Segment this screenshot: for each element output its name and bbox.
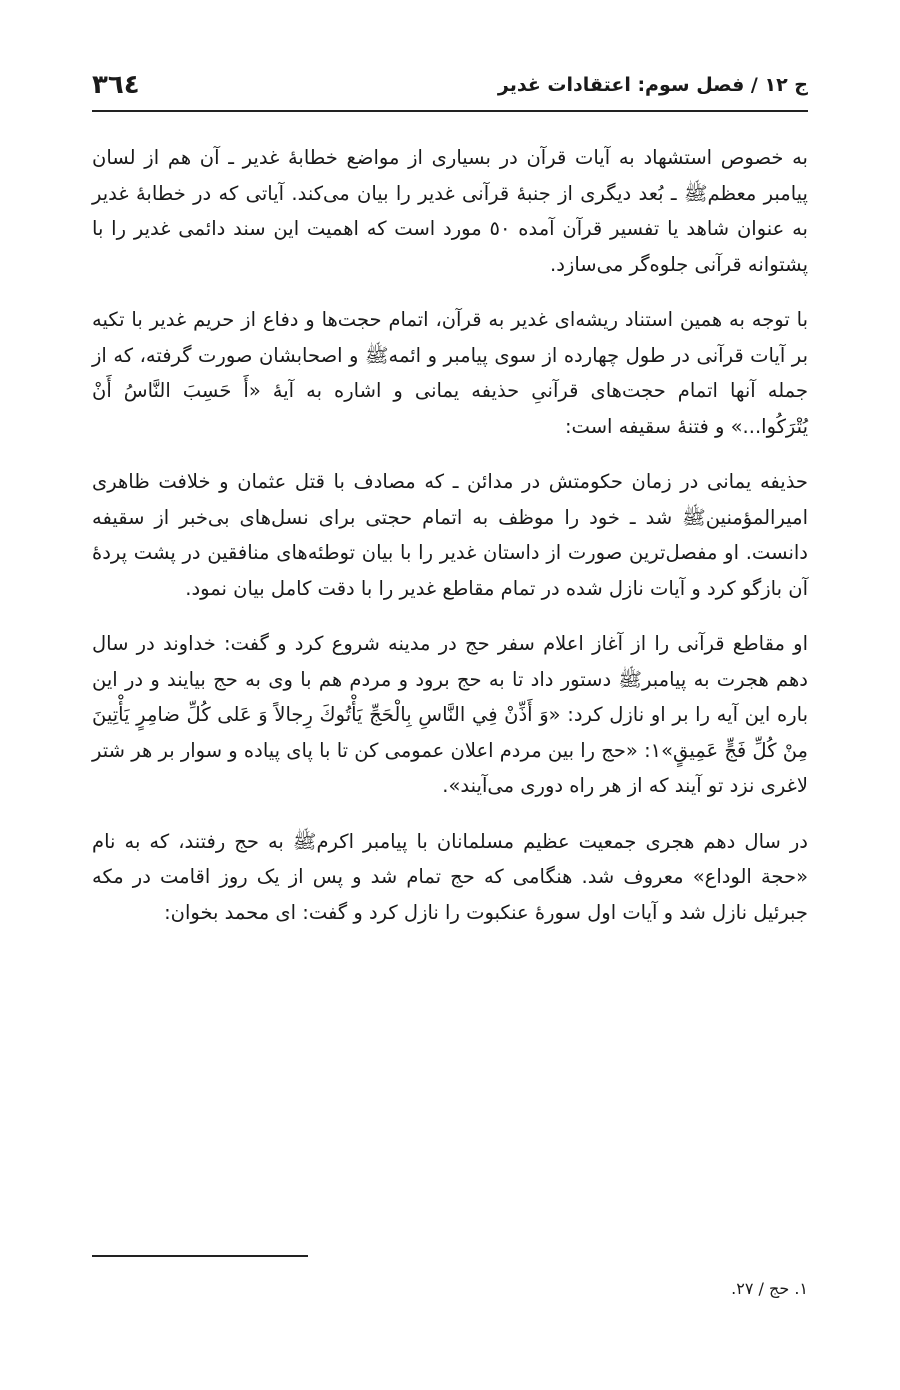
document-page [92, 60, 808, 950]
body-text [92, 140, 808, 930]
running-title: ج ١٢ / فصل سوم: اعتقادات غدير [497, 74, 808, 96]
paragraph: با توجه به همين استناد ريشه‌اى غدير به قرآن، اتمام حجت‌ها و دفاع از حريم غدير با تكيه بر آيات قرآنى در طول چهارده از سوى پيامبر و ائمهﷺ و اصحابشان صورت گرفته، كه از جمله آنها اتمام حجت‌هاى قرآنىِ حذيفه يمانى و اشاره به آيۀ «أَ حَسِبَ النَّاسُ أَنْ يُتْرَكُوا...» و فتنۀ سقيفه است: [92, 308, 808, 438]
page-header [92, 60, 808, 112]
paragraph: او مقاطع قرآنى را از آغاز اعلام سفر حج در مدينه شروع كرد و گفت: خداوند در سال دهم هجرت به پيامبرﷺ دستور داد تا به حج برود و مردم هم با وى به حج بيايند و در اين باره اين آيه را بر او نازل كرد: «وَ أَذِّنْ فِي النَّاسِ بِالْحَجِّ يَأْتُوكَ رِجالاً وَ عَلى كُلِّ ضامِرٍ يَأْتِينَ مِنْ كُلِّ فَجٍّ عَمِيقٍ»١: «حج را بين مردم اعلان عمومى كن تا با پاى پياده و سوار بر هر شتر لاغرى نزد تو آيند كه از هر راه دورى مى‌آيند». [92, 632, 808, 797]
paragraph: در سال دهم هجرى جمعيت عظيم مسلمانان با پيامبر اكرمﷺ به حج رفتند، كه به نام «حجة الوداع» معروف شد. هنگامى كه حج تمام شد و پس از يک روز اقامت در مكه جبرئيل نازل شد و آيات اول سورۀ عنكبوت را نازل كرد و گفت: اى محمد بخوان: [92, 829, 808, 924]
page-number: ٣٦٤ [92, 70, 140, 100]
paragraph: به خصوص استشهاد به آيات قرآن در بسيارى از مواضع خطابۀ غدير ـ آن هم از لسان پيامبر معظمﷺ ـ بُعد ديگرى از جنبۀ قرآنى غدير را بيان مى‌كند. آياتى كه در خطابۀ غدير به عنوان شاهد يا تفسير قرآن آمده ٥٠ مورد است كه اهميت اين سند دائمى غدير را با پشتوانه قرآنى جلوه‌گر مى‌سازد. [92, 146, 808, 276]
paragraph: حذيفه يمانى در زمان حكومتش در مدائن ـ كه مصادف با قتل عثمان و خلافت ظاهرى اميرالمؤمنينﷺ شد ـ خود را موظف به اتمام حجتى براى نسل‌هاى بى‌خبر از سقيفه دانست. او مفصل‌ترين صورت از داستان غدير را با بيان توطئه‌هاى منافقين در پشت پردۀ آن بازگو كرد و آيات نازل شده در تمام مقاطع غدير را با دقت كامل بيان نمود. [92, 470, 808, 600]
footnote-divider [92, 1255, 308, 1257]
footnote: ١. حج / ٢٧. [731, 1279, 808, 1298]
